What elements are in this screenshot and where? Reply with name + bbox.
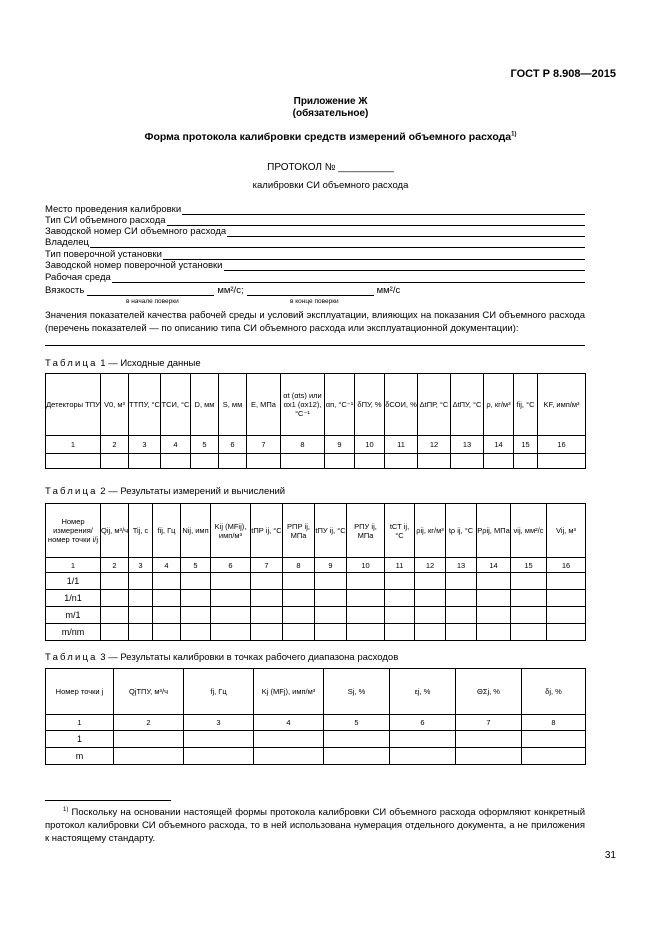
table2-caption-text: 2 — Результаты измерений и вычислений [100,486,286,497]
table1-header-cell: TТПУ, °C [129,374,161,436]
table2-number-cell: 10 [347,558,385,573]
table2 [45,503,586,641]
table3-number-cell: 3 [184,715,254,731]
field-viscosity [45,285,585,296]
field-line [227,227,585,237]
table1-caption-prefix: Таблица [45,358,98,369]
form-title-text: Форма протокола калибровки средств измерений объемного расхода [144,131,512,143]
table1-number-cell: 15 [514,436,538,454]
table3-caption-text: 3 — Результаты калибровки в точках рабочего диапазона расходов [100,652,399,663]
field-line [112,273,585,283]
conditions-line [45,345,585,346]
field-line [163,250,585,260]
field-line [167,216,585,226]
table2-number-cell: 11 [385,558,415,573]
appendix-title: Приложение Ж [293,96,368,107]
table1-caption-text: 1 — Исходные данные [100,358,201,369]
table2-header-cell: PПР ij, МПа [283,504,315,558]
field-meter-type [45,215,585,226]
table2-row-label: m/1 [46,607,101,624]
field-line [90,238,585,248]
table1-header-cell: V0, м³ [101,374,129,436]
table-row [46,590,586,607]
table3-number-cell: 2 [114,715,184,731]
table2-number-cell: 8 [283,558,315,573]
field-meter-serial [45,226,585,237]
table1-empty-row [46,454,586,469]
table3-header-cell: Номер точки j [46,669,114,715]
table2-header-cell: Номер измерения/номер точки i/j [46,504,101,558]
viscosity-unit-start: мм²/с; [217,285,244,296]
viscosity-unit-end: мм²/с [376,285,401,296]
table3-header-cell: εj, % [390,669,456,715]
table2-number-cell: 6 [211,558,251,573]
viscosity-note-end: в конце поверки [290,298,339,305]
table1-header-row [46,374,586,436]
table3-caption [45,652,398,663]
table1-header-cell: ΔtПР, °C [418,374,451,436]
table2-header-cell: Vij, м³ [547,504,586,558]
table2-number-cell: 1 [46,558,101,573]
field-label: Место проведения калибровки [45,204,182,215]
table1-header-cell: ΔtПУ, °C [451,374,484,436]
footnote [45,804,585,845]
table1-number-cell: 11 [385,436,418,454]
form-title-footnote-mark: 1) [511,131,517,138]
table1-header-cell: αп, °C⁻¹ [325,374,355,436]
field-label: Владелец [45,237,89,248]
table1-number-cell: 5 [191,436,219,454]
table1-header-cell: E, МПа [247,374,281,436]
table2-header-cell: Qij, м³/ч [101,504,129,558]
table2-header-cell: tСТ ij, °C [385,504,415,558]
table2-number-cell: 3 [129,558,153,573]
footnote-mark: 1) [63,807,69,813]
table1-header-cell: Детекторы ТПУ [46,374,101,436]
table3-header-cell: Kj (MFj), имп/м³ [254,669,324,715]
table1-header-cell: ρ, кг/м³ [484,374,514,436]
table2-header-cell: νij, мм²/с [511,504,547,558]
document-code: ГОСТ Р 8.908—2015 [510,68,616,80]
table-row [46,573,586,590]
table1-number-cell: 12 [418,436,451,454]
table1-number-cell: 2 [101,436,129,454]
table3-caption-prefix: Таблица [45,652,98,663]
table2-header-cell: tПУ ij, °C [315,504,347,558]
footnote-text: Поскольку на основании настоящей формы протокола калибровки СИ объемного расхода оформляют конкретный протокол калибровки СИ объемного расхода, то в ней использована нумерация отдельного документа, а не приложения к настоящему стандарту. [45,807,585,845]
table2-number-cell: 9 [315,558,347,573]
table1-header-cell: S, мм [219,374,247,436]
table1-number-cell: 10 [355,436,385,454]
table2-number-cell: 4 [153,558,181,573]
conditions-paragraph: Значения показателей качества рабочей среды и условий эксплуатации, влияющих на показания СИ объемного расхода (перечень показателей — по описанию типа СИ объемного расхода или эксплуатационной документации): [45,310,585,334]
table1-header-cell: δПУ, % [355,374,385,436]
footnote-separator [45,800,171,801]
table3-row-label: 1 [46,731,114,748]
field-label: Тип СИ объемного расхода [45,215,166,226]
table3-header-cell: δj, % [522,669,586,715]
table1-header-cell: fij, °C [514,374,538,436]
table1-number-cell: 6 [219,436,247,454]
appendix-subtitle: (обязательное) [292,108,369,119]
table3-row-label: m [46,748,114,765]
table2-header-cell: tρ ij, °C [446,504,477,558]
table2-number-cell: 5 [181,558,211,573]
table2-number-cell: 13 [446,558,477,573]
table2-number-cell: 14 [477,558,511,573]
field-prover-type [45,249,585,260]
table3-header-cell: QjТПУ, м³/ч [114,669,184,715]
table1-header-cell: δСОИ, % [385,374,418,436]
table-row [46,624,586,641]
field-line [224,261,586,271]
table1-number-row [46,436,586,454]
table2-header-cell: PПУ ij, МПа [347,504,385,558]
field-label: Рабочая среда [45,272,111,283]
table-row [46,731,586,748]
table2-header-row [46,504,586,558]
table1-header-cell: TСИ, °C [161,374,191,436]
table1 [45,373,586,469]
viscosity-label: Вязкость [45,285,85,296]
table1-header-cell: αt (αts) или αx1 (αx12), °C⁻¹ [281,374,325,436]
table1-caption [45,358,201,369]
table3-header-cell: Sj, % [324,669,390,715]
table2-header-cell: ρij, кг/м³ [415,504,446,558]
field-medium [45,272,585,283]
table1-number-cell: 13 [451,436,484,454]
table1-number-cell: 4 [161,436,191,454]
table2-header-cell: Tij, с [129,504,153,558]
table3-number-cell: 8 [522,715,586,731]
table1-number-cell: 3 [129,436,161,454]
table2-number-cell: 7 [251,558,283,573]
table3-number-row [46,715,586,731]
table1-number-cell: 8 [281,436,325,454]
table2-row-label: 1/n1 [46,590,101,607]
table1-number-cell: 7 [247,436,281,454]
field-prover-serial [45,260,585,271]
table2-header-cell: fij, Гц [153,504,181,558]
table3 [45,668,586,765]
viscosity-note-start: в начале поверки [126,298,179,305]
table2-number-cell: 12 [415,558,446,573]
protocol-title: ПРОТОКОЛ № __________ [267,162,394,173]
table1-number-cell: 9 [325,436,355,454]
table3-header-row [46,669,586,715]
field-label: Тип поверочной установки [45,249,162,260]
table2-header-cell: Nij, имп [181,504,211,558]
table2-header-cell: Kij (MFij), имп/м³ [211,504,251,558]
table2-number-cell: 15 [511,558,547,573]
table2-number-row [46,558,586,573]
table2-caption [45,486,285,497]
table2-header-cell: Pρij, МПа [477,504,511,558]
table2-row-label: 1/1 [46,573,101,590]
table1-number-cell: 16 [538,436,586,454]
table3-header-cell: ΘΣj, % [456,669,522,715]
table2-header-cell: tПР ij, °C [251,504,283,558]
viscosity-line-start [87,286,214,296]
protocol-subtitle: калибровки СИ объемного расхода [252,180,409,191]
table3-number-cell: 5 [324,715,390,731]
field-label: Заводской номер СИ объемного расхода [45,226,227,237]
page-number: 31 [604,850,616,861]
table2-caption-prefix: Таблица [45,486,98,497]
table1-header-cell: D, мм [191,374,219,436]
table1-header-cell: KF, имп/м³ [538,374,586,436]
table1-number-cell: 1 [46,436,101,454]
viscosity-line-end [247,286,374,296]
form-title [45,131,616,143]
table1-number-cell: 14 [484,436,514,454]
table3-number-cell: 4 [254,715,324,731]
field-owner [45,237,585,248]
table3-number-cell: 7 [456,715,522,731]
table3-number-cell: 6 [390,715,456,731]
table-row [46,748,586,765]
table3-header-cell: fj, Гц [184,669,254,715]
table3-number-cell: 1 [46,715,114,731]
table-row [46,607,586,624]
field-calibration-place [45,204,585,215]
table2-number-cell: 2 [101,558,129,573]
table2-row-label: m/nm [46,624,101,641]
field-line [182,205,585,215]
table2-number-cell: 16 [547,558,586,573]
field-label: Заводской номер поверочной установки [45,260,223,271]
